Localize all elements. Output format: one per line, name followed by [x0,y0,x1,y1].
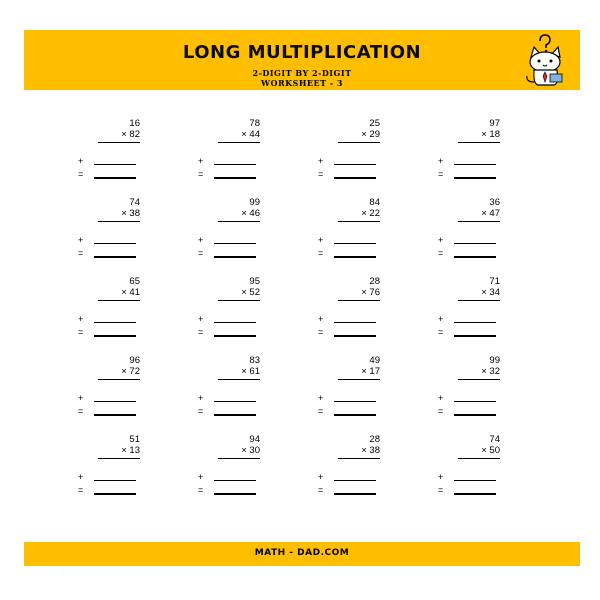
equals-sign: = [438,327,444,337]
product-rule [98,379,140,380]
times-sign: × [241,445,247,456]
equals-sign: = [78,248,84,258]
problem-9 [78,276,178,346]
multiplier [440,287,500,298]
equals-sign: = [198,248,204,258]
plus-sign: + [318,393,324,403]
equals-sign: = [318,169,324,179]
multiplier [440,445,500,456]
product-rule [458,300,500,301]
product-rule [98,142,140,143]
multiplicand: 99 [249,197,260,208]
equals-sign: = [438,248,444,258]
equals-sign: = [78,485,84,495]
partial-product-answer-line[interactable] [454,243,496,244]
problem-15 [318,355,418,425]
worksheet-title: LONG MULTIPLICATION [182,42,422,63]
multiplier [200,129,260,140]
final-answer-line[interactable] [334,177,376,179]
product-rule [218,142,260,143]
final-answer-line[interactable] [214,414,256,416]
plus-sign: + [438,393,444,403]
problem-8 [438,197,538,267]
multiplier [320,129,380,140]
times-sign: × [241,366,247,377]
final-answer-line[interactable] [214,493,256,495]
partial-product-answer-line[interactable] [334,322,376,323]
multiplier-value: 41 [129,287,140,298]
partial-product-answer-line[interactable] [334,480,376,481]
times-sign: × [361,366,367,377]
multiplier-value: 38 [129,208,140,219]
footer-site-label: MATH - DAD.COM [254,548,350,558]
product-rule [218,458,260,459]
final-answer-line[interactable] [214,177,256,179]
plus-sign: + [78,472,84,482]
partial-product-answer-line[interactable] [214,164,256,165]
times-sign: × [241,129,247,140]
problem-14 [198,355,298,425]
multiplicand: 28 [369,434,380,445]
final-answer-line[interactable] [454,493,496,495]
multiplier [320,208,380,219]
multiplier [80,287,140,298]
equals-sign: = [198,406,204,416]
times-sign: × [481,129,487,140]
product-rule [338,379,380,380]
multiplier-value: 17 [369,366,380,377]
equals-sign: = [78,327,84,337]
plus-sign: + [318,314,324,324]
problem-12 [438,276,538,346]
problem-5 [78,197,178,267]
multiplicand: 25 [369,118,380,129]
product-rule [98,300,140,301]
times-sign: × [361,287,367,298]
multiplicand: 74 [489,434,500,445]
product-rule [458,142,500,143]
problem-11 [318,276,418,346]
partial-product-answer-line[interactable] [94,164,136,165]
multiplicand: 49 [369,355,380,366]
multiplier [200,287,260,298]
product-rule [458,379,500,380]
problem-4 [438,118,538,188]
plus-sign: + [438,314,444,324]
times-sign: × [121,208,127,219]
times-sign: × [121,129,127,140]
partial-product-answer-line[interactable] [454,401,496,402]
final-answer-line[interactable] [214,335,256,337]
equals-sign: = [78,169,84,179]
plus-sign: + [198,156,204,166]
plus-sign: + [198,472,204,482]
problem-18 [198,434,298,504]
product-rule [458,221,500,222]
product-rule [338,221,380,222]
final-answer-line[interactable] [454,256,496,258]
plus-sign: + [78,314,84,324]
problem-2 [198,118,298,188]
multiplier [320,445,380,456]
worksheet-subtitle: 2-DIGIT BY 2-DIGIT [252,68,352,78]
multiplier-value: 30 [249,445,260,456]
problem-17 [78,434,178,504]
partial-product-answer-line[interactable] [454,322,496,323]
problem-16 [438,355,538,425]
product-rule [98,221,140,222]
final-answer-line[interactable] [334,414,376,416]
equals-sign: = [318,327,324,337]
multiplier-value: 13 [129,445,140,456]
multiplicand: 51 [129,434,140,445]
final-answer-line[interactable] [454,335,496,337]
multiplier-value: 44 [249,129,260,140]
plus-sign: + [78,393,84,403]
multiplier-value: 34 [489,287,500,298]
multiplicand: 74 [129,197,140,208]
partial-product-answer-line[interactable] [214,401,256,402]
multiplier [80,366,140,377]
times-sign: × [121,366,127,377]
multiplicand: 28 [369,276,380,287]
multiplier-value: 22 [369,208,380,219]
product-rule [98,458,140,459]
partial-product-answer-line[interactable] [214,243,256,244]
worksheet-number: WORKSHEET - 3 [261,78,343,88]
product-rule [338,142,380,143]
multiplicand: 94 [249,434,260,445]
equals-sign: = [198,169,204,179]
header-banner [24,30,580,90]
problem-1 [78,118,178,188]
multiplier-value: 61 [249,366,260,377]
multiplier-value: 72 [129,366,140,377]
product-rule [218,221,260,222]
times-sign: × [241,208,247,219]
final-answer-line[interactable] [94,177,136,179]
final-answer-line[interactable] [94,256,136,258]
multiplier [80,129,140,140]
multiplier-value: 32 [489,366,500,377]
times-sign: × [481,287,487,298]
problem-6 [198,197,298,267]
final-answer-line[interactable] [214,256,256,258]
footer-banner [24,542,580,566]
multiplier [440,366,500,377]
multiplier [200,208,260,219]
problem-20 [438,434,538,504]
final-answer-line[interactable] [454,177,496,179]
problem-19 [318,434,418,504]
multiplicand: 99 [489,355,500,366]
equals-sign: = [318,406,324,416]
multiplier [440,129,500,140]
multiplier [80,208,140,219]
plus-sign: + [318,472,324,482]
plus-sign: + [78,235,84,245]
final-answer-line[interactable] [94,335,136,337]
final-answer-line[interactable] [334,335,376,337]
multiplier [80,445,140,456]
product-rule [458,458,500,459]
multiplicand: 97 [489,118,500,129]
times-sign: × [121,445,127,456]
problem-13 [78,355,178,425]
times-sign: × [241,287,247,298]
multiplicand: 65 [129,276,140,287]
multiplier [440,208,500,219]
partial-product-answer-line[interactable] [454,480,496,481]
problem-3 [318,118,418,188]
multiplicand: 83 [249,355,260,366]
plus-sign: + [198,235,204,245]
final-answer-line[interactable] [334,493,376,495]
partial-product-answer-line[interactable] [94,480,136,481]
plus-sign: + [438,472,444,482]
times-sign: × [361,445,367,456]
partial-product-answer-line[interactable] [334,401,376,402]
multiplicand: 78 [249,118,260,129]
cat-mascot-icon [514,32,574,88]
equals-sign: = [318,248,324,258]
multiplier-value: 82 [129,129,140,140]
plus-sign: + [318,156,324,166]
multiplier [200,366,260,377]
multiplicand: 95 [249,276,260,287]
equals-sign: = [198,327,204,337]
final-answer-line[interactable] [454,414,496,416]
times-sign: × [121,287,127,298]
product-rule [338,300,380,301]
times-sign: × [481,208,487,219]
product-rule [218,300,260,301]
plus-sign: + [78,156,84,166]
equals-sign: = [318,485,324,495]
multiplier-value: 52 [249,287,260,298]
partial-product-answer-line[interactable] [214,322,256,323]
partial-product-answer-line[interactable] [334,164,376,165]
multiplier-value: 76 [369,287,380,298]
multiplier-value: 18 [489,129,500,140]
multiplier [200,445,260,456]
multiplicand: 71 [489,276,500,287]
product-rule [338,458,380,459]
times-sign: × [361,208,367,219]
equals-sign: = [198,485,204,495]
final-answer-line[interactable] [334,256,376,258]
multiplier-value: 46 [249,208,260,219]
plus-sign: + [438,156,444,166]
plus-sign: + [318,235,324,245]
final-answer-line[interactable] [94,493,136,495]
multiplicand: 96 [129,355,140,366]
partial-product-answer-line[interactable] [214,480,256,481]
times-sign: × [481,366,487,377]
multiplier-value: 29 [369,129,380,140]
multiplier-value: 47 [489,208,500,219]
equals-sign: = [438,169,444,179]
multiplicand: 36 [489,197,500,208]
times-sign: × [361,129,367,140]
plus-sign: + [198,393,204,403]
multiplier [320,287,380,298]
product-rule [218,379,260,380]
plus-sign: + [198,314,204,324]
final-answer-line[interactable] [94,414,136,416]
partial-product-answer-line[interactable] [94,322,136,323]
plus-sign: + [438,235,444,245]
equals-sign: = [78,406,84,416]
multiplicand: 84 [369,197,380,208]
partial-product-answer-line[interactable] [454,164,496,165]
equals-sign: = [438,406,444,416]
partial-product-answer-line[interactable] [94,243,136,244]
multiplier-value: 50 [489,445,500,456]
multiplicand: 16 [129,118,140,129]
multiplier-value: 38 [369,445,380,456]
equals-sign: = [438,485,444,495]
partial-product-answer-line[interactable] [94,401,136,402]
problem-7 [318,197,418,267]
partial-product-answer-line[interactable] [334,243,376,244]
multiplier [320,366,380,377]
times-sign: × [481,445,487,456]
problem-10 [198,276,298,346]
